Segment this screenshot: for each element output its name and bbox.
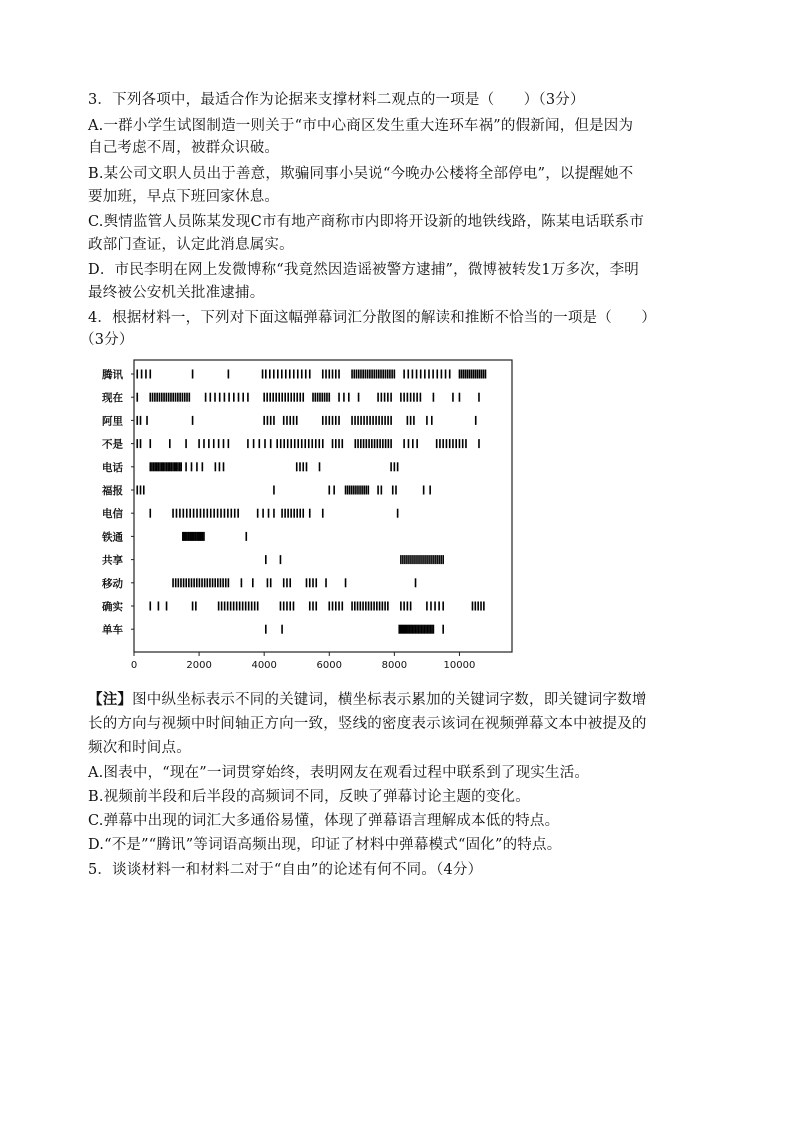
q3-option-d-line2: 最终被公安机关批准逮捕。 xyxy=(88,285,265,301)
q4-option-d: D.“不是”“腾讯”等词语高频出现，印证了材料中弹幕模式“固化”的特点。 xyxy=(88,837,562,853)
q4-stem: 4．根据材料一，下列对下面这幅弹幕词汇分散图的解读和推断不恰当的一项是（ ） xyxy=(88,310,657,326)
keyword-label: 电信 xyxy=(102,508,123,521)
keyword-label: 现在 xyxy=(102,392,123,405)
keyword-row xyxy=(137,370,485,379)
q4-option-c: C.弹幕中出现的词汇大多通俗易懂，体现了弹幕语言理解成本低的特点。 xyxy=(88,813,560,829)
keyword-label: 铁通 xyxy=(102,531,123,544)
q3-stem: 3．下列各项中，最适合作为论据来支撑材料二观点的一项是（ ）（3分） xyxy=(88,92,585,108)
note-text-1: 图中纵坐标表示不同的关键词，横坐标表示累加的关键词字数，即关键词字数增 xyxy=(132,692,647,708)
x-tick-label: 6000 xyxy=(316,660,342,671)
note-tag: 【注】 xyxy=(88,691,133,708)
q3-option-a-line1: A.一群小学生试图制造一则关于“市中心商区发生重大连环车祸”的假新闻，但是因为 xyxy=(88,118,634,134)
q3-option-b-line2: 要加班，早点下班回家休息。 xyxy=(88,189,280,205)
q4-note-line1 xyxy=(88,688,647,712)
q3-option-b-line1: B.某公司文职人员出于善意，欺骗同事小吴说“今晚办公楼将全部停电”，以提醒她不 xyxy=(88,166,634,182)
q3-option-c-line2: 政部门查证，认定此消息属实。 xyxy=(88,237,294,253)
x-tick-label: 4000 xyxy=(251,660,277,671)
keyword-row xyxy=(150,509,397,518)
keyword-row xyxy=(137,486,430,495)
keyword-label: 阿里 xyxy=(102,415,123,428)
q4-score: （3分） xyxy=(80,332,134,348)
keyword-label: 确实 xyxy=(102,601,123,613)
keyword-label: 电话 xyxy=(102,461,123,474)
keyword-row xyxy=(150,602,484,611)
keyword-row xyxy=(183,532,246,541)
keyword-label: 共享 xyxy=(102,554,123,567)
x-tick-label: 8000 xyxy=(381,660,408,671)
keyword-label: 腾讯 xyxy=(102,369,123,381)
keyword-row xyxy=(266,625,443,634)
keyword-row xyxy=(173,578,415,587)
keyword-row xyxy=(137,416,475,425)
x-tick-label: 10000 xyxy=(443,660,476,671)
keyword-row xyxy=(266,555,443,564)
q4-note-line2: 长的方向与视频中时间轴正方向一致，竖线的密度表示该词在视频弹幕文本中被提及的 xyxy=(88,716,647,732)
x-tick-label: 0 xyxy=(130,660,138,671)
keyword-row xyxy=(137,439,479,448)
keyword-label: 单车 xyxy=(102,624,123,637)
q5-stem: 5．谈谈材料一和材料二对于“自由”的论述有何不同。（4分） xyxy=(88,862,483,878)
keyword-row xyxy=(150,462,397,471)
keyword-row xyxy=(137,393,479,402)
keyword-label: 移动 xyxy=(102,577,123,590)
q3-option-d-line1: D．市民李明在网上发微博称“我竟然因造谣被警方逮捕”，微博被转发1万多次，李明 xyxy=(88,262,639,278)
keyword-label: 不是 xyxy=(102,438,123,451)
q4-note-line3: 频次和时间点。 xyxy=(88,740,191,756)
q3-option-a-line2: 自己考虑不周，被群众识破。 xyxy=(88,140,280,156)
x-tick-label: 2000 xyxy=(186,660,212,671)
q4-option-b: B.视频前半段和后半段的高频词不同，反映了弹幕讨论主题的变化。 xyxy=(88,789,530,805)
danmaku-keyword-dispersion-plot xyxy=(100,352,520,682)
keyword-label: 福报 xyxy=(102,485,123,497)
q4-option-a: A.图表中，“现在”一词贯穿始终，表明网友在观看过程中联系到了现实生活。 xyxy=(88,765,590,781)
q3-option-c-line1: C.舆情监管人员陈某发现C市有地产商称市内即将开设新的地铁线路，陈某电话联系市 xyxy=(88,214,645,230)
plot-frame xyxy=(134,360,512,652)
